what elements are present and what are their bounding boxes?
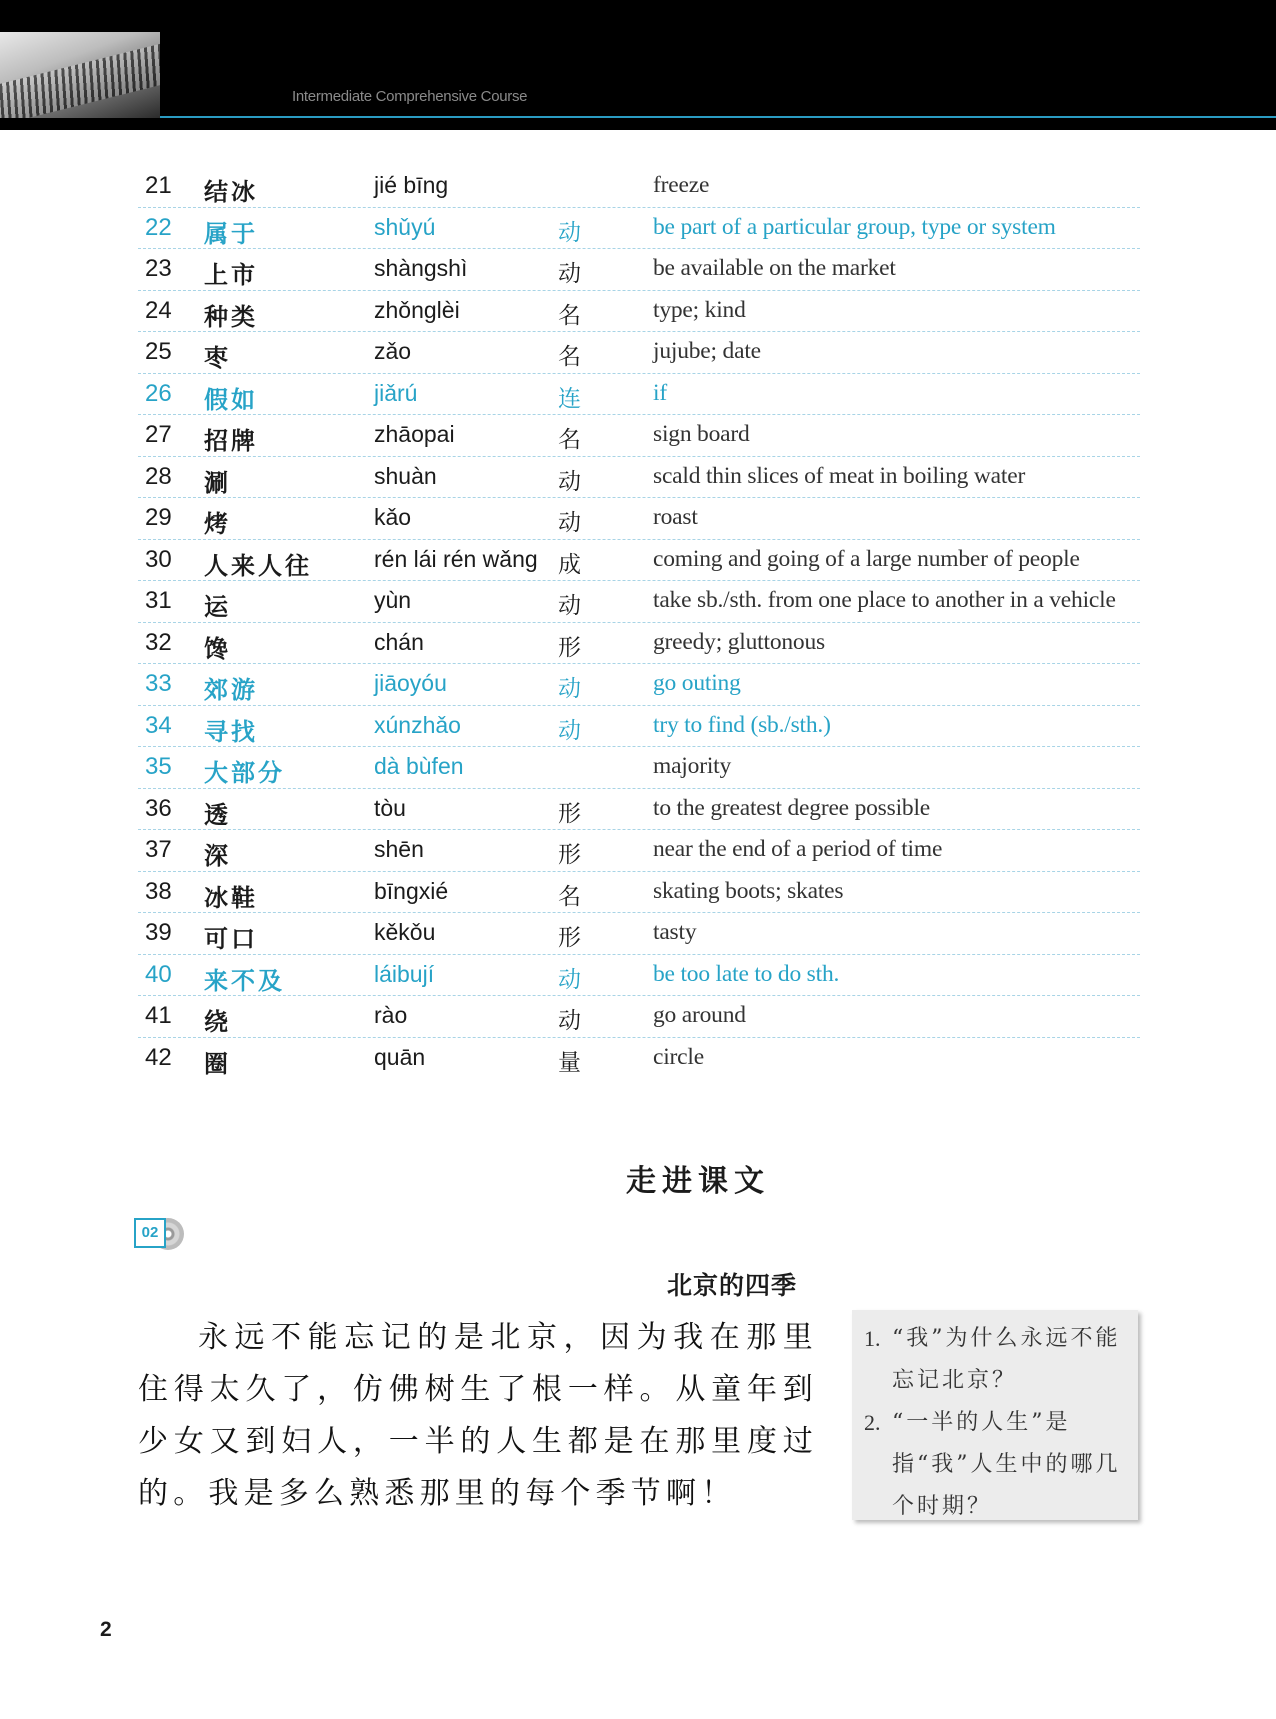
vocab-definition: to the greatest degree possible bbox=[653, 794, 931, 821]
vocab-word: 寻找 bbox=[204, 716, 258, 746]
vocab-row bbox=[138, 457, 1140, 499]
question-text: “一半的人生”是指“我”人生中的哪几个时期？ bbox=[892, 1410, 1121, 1519]
vocab-row bbox=[138, 249, 1140, 291]
question-text: “我”为什么永远不能忘记北京？ bbox=[892, 1326, 1121, 1393]
vocab-word: 种类 bbox=[204, 301, 258, 331]
vocab-pinyin: tòu bbox=[374, 794, 406, 821]
vocab-definition: scald thin slices of meat in boiling water bbox=[653, 462, 1026, 489]
vocab-pinyin: xúnzhǎo bbox=[374, 711, 461, 738]
vocab-number: 41 bbox=[145, 1002, 172, 1029]
vocab-definition: skating boots; skates bbox=[653, 877, 844, 904]
vocab-number: 26 bbox=[145, 379, 172, 407]
vocab-number: 21 bbox=[145, 172, 172, 199]
vocab-row bbox=[138, 166, 1140, 208]
vocab-row bbox=[138, 623, 1140, 665]
vocab-word: 透 bbox=[204, 799, 231, 829]
vocab-pinyin: jiǎrú bbox=[374, 379, 418, 406]
vocab-word: 烤 bbox=[204, 509, 231, 538]
vocab-word: 属于 bbox=[204, 218, 258, 248]
vocab-pinyin: láibují bbox=[374, 960, 435, 987]
vocab-part-of-speech: 动 bbox=[558, 261, 581, 287]
vocab-part-of-speech: 形 bbox=[558, 842, 581, 868]
vocab-row bbox=[138, 747, 1140, 789]
vocab-part-of-speech: 形 bbox=[558, 800, 581, 827]
vocab-number: 22 bbox=[145, 213, 172, 241]
vocab-row bbox=[138, 996, 1140, 1038]
page-number: 2 bbox=[100, 1618, 112, 1641]
vocab-pinyin: shàngshì bbox=[374, 255, 468, 281]
vocab-number: 27 bbox=[145, 421, 172, 448]
vocab-row bbox=[138, 540, 1140, 582]
vocab-definition: majority bbox=[653, 753, 732, 779]
vocab-word: 运 bbox=[204, 592, 231, 621]
vocab-pinyin: quān bbox=[374, 1043, 426, 1070]
vocab-row bbox=[138, 415, 1140, 457]
vocab-number: 38 bbox=[145, 877, 172, 905]
vocab-definition: greedy; gluttonous bbox=[653, 628, 825, 655]
vocab-number: 32 bbox=[145, 628, 172, 656]
vocab-definition: go outing bbox=[653, 670, 741, 696]
vocab-word: 假如 bbox=[204, 384, 258, 414]
vocab-number: 39 bbox=[145, 919, 172, 946]
vocab-part-of-speech: 名 bbox=[558, 302, 581, 329]
vocab-word: 深 bbox=[204, 841, 231, 870]
question-item bbox=[864, 1402, 1126, 1528]
vocab-word: 上市 bbox=[204, 260, 258, 289]
vocab-pinyin: shuàn bbox=[374, 462, 437, 489]
vocab-definition: be part of a particular group, type or system bbox=[653, 213, 1056, 240]
vocab-definition: roast bbox=[653, 504, 698, 530]
vocab-row bbox=[138, 664, 1140, 706]
vocab-part-of-speech: 动 bbox=[558, 676, 581, 702]
lesson-title: 北京的四季 bbox=[666, 1271, 797, 1300]
vocab-pinyin: jié bīng bbox=[374, 172, 449, 198]
vocab-word: 来不及 bbox=[204, 965, 285, 995]
vocab-pinyin: bīngxié bbox=[374, 877, 449, 904]
vocab-number: 25 bbox=[145, 338, 172, 365]
vocab-word: 招牌 bbox=[204, 426, 258, 455]
vocab-part-of-speech: 名 bbox=[558, 883, 581, 910]
vocab-row bbox=[138, 1038, 1140, 1080]
vocabulary-list bbox=[138, 166, 1140, 1079]
vocab-definition: tasty bbox=[653, 919, 697, 945]
vocab-row bbox=[138, 830, 1140, 872]
vocab-row bbox=[138, 872, 1140, 914]
vocab-part-of-speech: 动 bbox=[558, 966, 581, 993]
vocab-number: 23 bbox=[145, 255, 172, 282]
vocab-pinyin: dà bùfen bbox=[374, 753, 464, 779]
vocab-row bbox=[138, 498, 1140, 540]
vocab-row bbox=[138, 208, 1140, 250]
vocab-part-of-speech: 名 bbox=[558, 427, 581, 453]
vocab-part-of-speech: 动 bbox=[558, 717, 581, 744]
vocab-definition: if bbox=[653, 379, 667, 406]
passage-text: 永远不能忘记的是北京，因为我在那里住得太久了，仿佛树生了根一样。从童年到少女又到妇人，一半的人生都是在那里度过的。我是多么熟悉那里的每个季节啊！ bbox=[138, 1320, 818, 1511]
vocab-part-of-speech: 动 bbox=[558, 593, 581, 619]
vocab-pinyin: kěkǒu bbox=[374, 919, 436, 945]
vocab-word: 郊游 bbox=[204, 675, 258, 704]
section-title: 走进课文 bbox=[626, 1164, 770, 1199]
vocab-number: 37 bbox=[145, 836, 172, 863]
vocab-number: 42 bbox=[145, 1043, 172, 1071]
vocab-part-of-speech: 形 bbox=[558, 634, 581, 661]
audio-track-badge[interactable]: 02 bbox=[134, 1218, 166, 1248]
vocab-number: 30 bbox=[145, 545, 172, 573]
vocab-word: 可口 bbox=[204, 924, 258, 953]
vocab-number: 29 bbox=[145, 504, 172, 531]
vocab-definition: be too late to do sth. bbox=[653, 960, 840, 987]
vocab-pinyin: shēn bbox=[374, 836, 424, 862]
vocab-word: 馋 bbox=[204, 633, 231, 663]
vocab-part-of-speech: 连 bbox=[558, 385, 581, 412]
vocab-definition: freeze bbox=[653, 172, 710, 198]
vocab-number: 36 bbox=[145, 794, 172, 822]
vocab-pinyin: shǔyú bbox=[374, 213, 436, 240]
course-title: Intermediate Comprehensive Course bbox=[292, 88, 528, 105]
vocab-definition: circle bbox=[653, 1043, 704, 1070]
vocab-row bbox=[138, 374, 1140, 416]
vocab-number: 35 bbox=[145, 753, 172, 780]
vocab-pinyin: rào bbox=[374, 1002, 408, 1028]
header-rule bbox=[160, 116, 1276, 118]
vocab-pinyin: kǎo bbox=[374, 504, 412, 530]
vocab-pinyin: zhǒnglèi bbox=[374, 296, 460, 323]
vocab-row bbox=[138, 955, 1140, 997]
vocab-number: 28 bbox=[145, 462, 172, 490]
vocab-row bbox=[138, 789, 1140, 831]
vocab-row bbox=[138, 332, 1140, 374]
vocab-part-of-speech: 动 bbox=[558, 219, 581, 246]
vocab-part-of-speech: 形 bbox=[558, 925, 581, 951]
vocab-word: 大部分 bbox=[204, 758, 285, 787]
vocab-pinyin: jiāoyóu bbox=[374, 670, 447, 696]
vocab-definition: be available on the market bbox=[653, 255, 896, 281]
vocab-part-of-speech: 量 bbox=[558, 1049, 581, 1076]
vocab-part-of-speech: 成 bbox=[558, 551, 581, 578]
vocab-definition: try to find (sb./sth.) bbox=[653, 711, 831, 738]
vocab-number: 31 bbox=[145, 587, 172, 614]
vocab-definition: type; kind bbox=[653, 296, 746, 323]
vocab-definition: take sb./sth. from one place to another in a vehicle bbox=[653, 587, 1116, 613]
vocab-definition: sign board bbox=[653, 421, 750, 447]
question-box bbox=[852, 1310, 1138, 1520]
roof-eaves-image bbox=[0, 32, 160, 118]
vocab-row bbox=[138, 291, 1140, 333]
vocab-part-of-speech: 动 bbox=[558, 1008, 581, 1034]
vocab-definition: near the end of a period of time bbox=[653, 836, 943, 862]
vocab-row bbox=[138, 581, 1140, 623]
vocab-pinyin: rén lái rén wǎng bbox=[374, 545, 538, 572]
question-item bbox=[864, 1318, 1126, 1402]
vocab-definition: coming and going of a large number of people bbox=[653, 545, 1080, 572]
vocab-number: 40 bbox=[145, 960, 172, 988]
vocab-word: 冰鞋 bbox=[204, 882, 258, 912]
vocab-row bbox=[138, 706, 1140, 748]
vocab-pinyin: zǎo bbox=[374, 338, 412, 364]
vocab-definition: go around bbox=[653, 1002, 746, 1028]
vocab-word: 枣 bbox=[204, 343, 231, 372]
vocab-pinyin: yùn bbox=[374, 587, 412, 613]
vocab-pinyin: zhāopai bbox=[374, 421, 455, 447]
question-number: 2. bbox=[864, 1410, 881, 1435]
vocab-row bbox=[138, 913, 1140, 955]
vocab-part-of-speech: 动 bbox=[558, 510, 581, 536]
question-number: 1. bbox=[864, 1326, 881, 1351]
vocab-part-of-speech: 动 bbox=[558, 468, 581, 495]
vocab-word: 圈 bbox=[204, 1048, 231, 1078]
vocab-word: 涮 bbox=[204, 467, 231, 497]
vocab-word: 结冰 bbox=[204, 177, 258, 206]
vocab-word: 绕 bbox=[204, 1007, 231, 1036]
vocab-definition: jujube; date bbox=[653, 338, 761, 364]
vocab-number: 33 bbox=[145, 670, 172, 697]
vocab-part-of-speech: 名 bbox=[558, 344, 581, 370]
vocab-number: 34 bbox=[145, 711, 172, 739]
vocab-pinyin: chán bbox=[374, 628, 424, 655]
page-header bbox=[0, 0, 1276, 130]
vocab-number: 24 bbox=[145, 296, 172, 324]
vocab-word: 人来人往 bbox=[204, 550, 312, 580]
